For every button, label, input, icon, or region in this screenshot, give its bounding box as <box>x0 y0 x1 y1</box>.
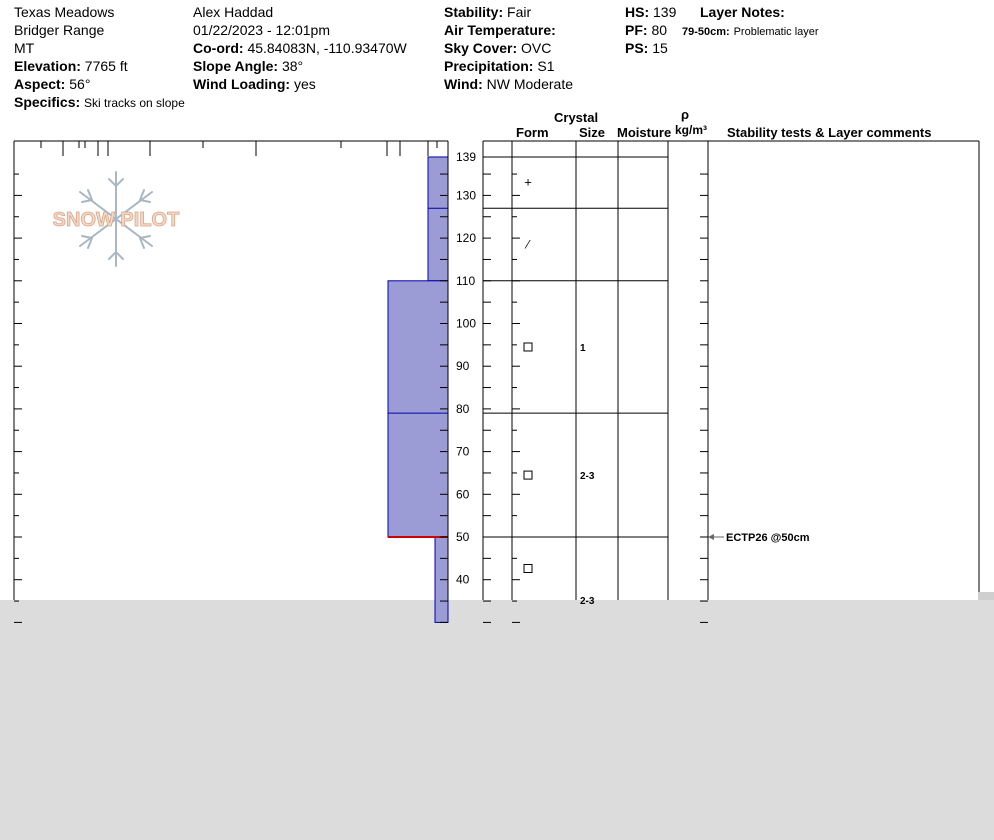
observer-name: Alex Haddad <box>193 4 274 20</box>
grain-form-symbol <box>524 343 532 351</box>
stability-label: Stability: <box>444 4 504 20</box>
specifics-value: Ski tracks on slope <box>84 96 185 110</box>
precip-label: Precipitation: <box>444 58 534 74</box>
depth-tick-label: 110 <box>456 273 476 288</box>
pf-value: 80 <box>651 22 668 38</box>
elevation-value: 7765 ft <box>84 58 128 74</box>
ps-label: PS: <box>625 40 649 56</box>
coord-label: Co-ord: <box>193 40 244 56</box>
wind-label: Wind: <box>444 76 483 92</box>
layer-note-text: Problematic layer <box>733 26 819 38</box>
grain-form-symbol <box>524 565 532 573</box>
hs-value: 139 <box>653 4 677 20</box>
state-name: MT <box>14 40 35 56</box>
slope-value: 38° <box>281 58 304 74</box>
sky-cover-label: Sky Cover: <box>444 40 518 56</box>
observation-datetime: 01/22/2023 - 12:01pm <box>193 22 330 38</box>
density-unit-header: kg/m³ <box>675 123 708 137</box>
layer-note-range: 79-50cm: <box>682 26 730 38</box>
stability-test-label: ECTP26 @50cm <box>726 532 810 544</box>
sky-cover-value: OVC <box>521 40 552 56</box>
wind-value: NW Moderate <box>486 76 573 92</box>
logo-text: SNOW PILOT <box>52 209 180 231</box>
grain-form-symbol: + <box>524 174 532 190</box>
depth-tick-label: 70 <box>456 444 470 459</box>
depth-tick-label: 90 <box>456 359 470 374</box>
hs-label: HS: <box>625 4 650 20</box>
moisture-header: Moisture <box>617 125 672 140</box>
depth-tick-label: 40 <box>456 572 470 587</box>
scrollbar-thumb[interactable] <box>978 592 994 600</box>
aspect-value: 56° <box>69 76 91 92</box>
hardness-layer-bar <box>388 281 448 537</box>
grain-size-label: 2-3 <box>580 596 595 607</box>
specifics-label: Specifics: <box>14 94 81 110</box>
size-header: Size <box>579 125 606 140</box>
coord-value: 45.84083N, -110.93470W <box>247 40 407 56</box>
elevation-label: Elevation: <box>14 58 81 74</box>
depth-tick-label: 139 <box>456 149 477 164</box>
air-temp-label: Air Temperature: <box>444 22 556 38</box>
stability-value: Fair <box>507 4 532 20</box>
slope-label: Slope Angle: <box>193 58 279 74</box>
hardness-layer-bar <box>428 157 448 281</box>
grain-form-symbol <box>524 471 532 479</box>
crystal-header: Crystal <box>554 110 599 125</box>
grain-size-label: 2-3 <box>580 471 595 483</box>
depth-tick-label: 100 <box>456 316 477 331</box>
wind-loading-label: Wind Loading: <box>193 76 291 92</box>
depth-tick-label: 120 <box>456 231 477 246</box>
ps-value: 15 <box>652 40 668 56</box>
depth-tick-label: 60 <box>456 487 470 502</box>
comments-header: Stability tests & Layer comments <box>727 125 932 140</box>
precip-value: S1 <box>537 58 555 74</box>
pf-label: PF: <box>625 22 648 38</box>
wind-loading-value: yes <box>293 76 316 92</box>
grain-size-label: 1 <box>580 342 586 354</box>
grain-form-symbol: ⁄ <box>526 237 530 252</box>
form-header: Form <box>516 125 549 140</box>
range-name: Bridger Range <box>14 22 105 38</box>
depth-tick-label: 80 <box>456 401 470 416</box>
depth-tick-label: 50 <box>456 530 470 544</box>
layer-notes-label: Layer Notes: <box>700 4 785 20</box>
depth-tick-label: 130 <box>456 188 477 203</box>
stability-test-arrowhead <box>708 534 714 540</box>
aspect-label: Aspect: <box>14 76 66 92</box>
location-name: Texas Meadows <box>14 4 115 20</box>
rho-header: ρ <box>681 107 690 122</box>
